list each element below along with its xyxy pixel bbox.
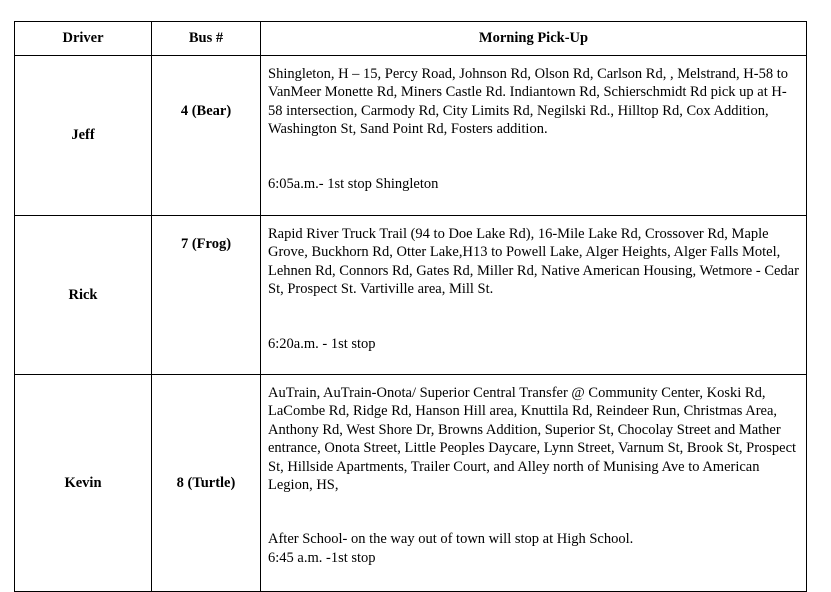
bus-number: 8 (Turtle) bbox=[176, 474, 236, 491]
driver-cell: Jeff bbox=[15, 56, 152, 216]
after-school-note: After School- on the way out of town will stop at High School. bbox=[268, 531, 634, 548]
header-pickup: Morning Pick-Up bbox=[261, 22, 807, 56]
route-text: AuTrain, AuTrain-Onota/ Superior Central Transfer @ Community Center, Koski Rd, LaCombe Rd, Ridge Rd, Hanson Hill area, Knuttila Rd, Reindeer Run, Christmas Area, Anthony Rd, West Shore Dr, Browns Addition, Superior St, Chocolay Street and Mather entrance, Onota Street, Little Peoples Daycare, Lynn Street, Varnum St, Brook St, Prospect St, Hillside Apartments, Trailer Court, and Alley north of Munising Ave to American Legion, HS, bbox=[268, 385, 797, 494]
route-text: Shingleton, H – 15, Percy Road, Johnson Rd, Olson Rd, Carlson Rd, , Melstrand, H-58 to VanMeer Monette Rd, Miners Castle Rd. Indiantown Rd, Schierschmidt Rd pick up at H-58 intersection, Carmody Rd, City Limits Rd, Negilski Rd., Hilltop Rd, Cox Addition, Washington St, Sand Point Rd, Fosters addition. bbox=[268, 66, 788, 138]
bus-cell bbox=[152, 216, 261, 375]
driver-cell: Kevin bbox=[15, 375, 152, 592]
pickup-cell bbox=[261, 375, 807, 592]
bus-schedule-table bbox=[14, 21, 807, 592]
route-text: Rapid River Truck Trail (94 to Doe Lake Rd), 16-Mile Lake Rd, Crossover Rd, Maple Grove, Buckhorn Rd, Otter Lake,H13 to Powell Lake, Alger Heights, Alger Falls Motel, Lehnen Rd, Connors Rd, Gates Rd, Miller Rd, Native American Housing, Wetmore - Cedar St, Prospect St. Vartiville area, Mill St. bbox=[268, 226, 799, 298]
first-stop-time: 6:45 a.m. -1st stop bbox=[268, 549, 376, 566]
pickup-cell bbox=[261, 56, 807, 216]
bus-cell bbox=[152, 56, 261, 216]
table-row-rick bbox=[15, 216, 807, 375]
bus-number: 7 (Frog) bbox=[180, 236, 232, 252]
header-driver: Driver bbox=[15, 22, 152, 56]
driver-cell: Rick bbox=[15, 216, 152, 375]
bus-number: 4 (Bear) bbox=[180, 103, 232, 119]
table-row-jeff bbox=[15, 56, 807, 216]
first-stop-time: 6:05a.m.- 1st stop Shingleton bbox=[268, 175, 439, 192]
pickup-cell bbox=[261, 216, 807, 375]
table-row-kevin bbox=[15, 375, 807, 592]
first-stop-time: 6:20a.m. - 1st stop bbox=[268, 335, 376, 352]
bus-cell bbox=[152, 375, 261, 592]
header-bus: Bus # bbox=[152, 22, 261, 56]
header-row bbox=[15, 22, 807, 56]
